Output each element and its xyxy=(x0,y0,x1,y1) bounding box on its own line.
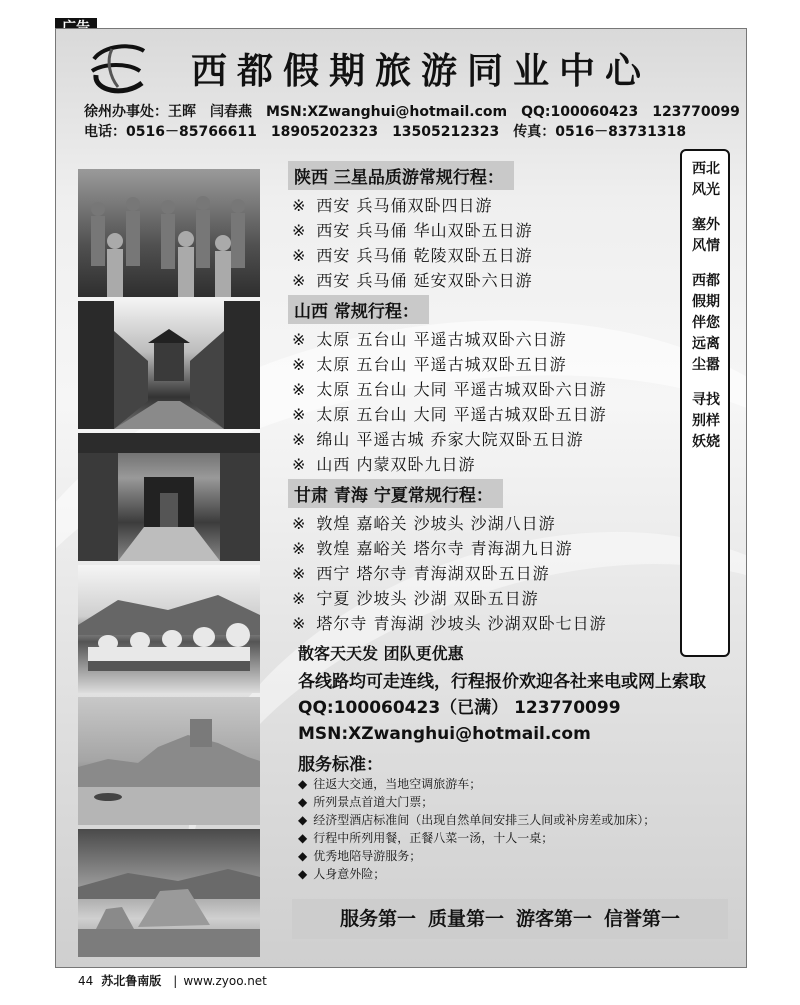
phone-number: 电话：0516－85766611 xyxy=(84,124,257,140)
service-text: 人身意外险； xyxy=(313,867,386,881)
diamond-bullet-icon: ◆ xyxy=(298,867,308,881)
photo-column xyxy=(78,169,260,961)
diamond-bullet-icon: ◆ xyxy=(298,795,308,809)
contact-line-1 xyxy=(84,101,747,121)
fax-number: 传真：0516－83731318 xyxy=(513,124,687,140)
service-item xyxy=(298,847,728,865)
route-item xyxy=(292,218,692,243)
diamond-bullet-icon: ◆ xyxy=(298,849,308,863)
vertical-slogan xyxy=(692,159,720,453)
contact-line-2 xyxy=(84,121,700,141)
slogan-item: 服务第一 xyxy=(339,908,416,930)
reference-mark-icon: ※ xyxy=(292,355,307,374)
route-item xyxy=(292,536,692,561)
route-text: 太原 五台山 大同 平遥古城双卧五日游 xyxy=(316,405,607,424)
diamond-bullet-icon: ◆ xyxy=(298,777,308,791)
route-text: 塔尔寺 青海湖 沙坡头 沙湖双卧七日游 xyxy=(316,614,607,633)
service-text: 优秀地陪导游服务； xyxy=(313,849,422,863)
route-text: 西安 兵马俑双卧四日游 xyxy=(316,196,493,215)
page-footer xyxy=(78,972,267,989)
terracotta-warriors-photo xyxy=(78,169,260,297)
reference-mark-icon: ※ xyxy=(292,564,307,583)
footer-separator: | xyxy=(173,974,178,988)
reference-mark-icon: ※ xyxy=(292,196,307,215)
region-heading: 甘肃 青海 宁夏常规行程： xyxy=(288,479,503,508)
service-text: 经济型酒店标准间（出现自然单间安排三人间或补房差或加床）； xyxy=(313,813,656,827)
route-text: 西安 兵马俑 华山双卧五日游 xyxy=(316,221,533,240)
reference-mark-icon: ※ xyxy=(292,330,307,349)
service-item xyxy=(298,793,728,811)
route-text: 宁夏 沙坡头 沙湖 双卧五日游 xyxy=(316,589,539,608)
route-text: 西宁 塔尔寺 青海湖双卧五日游 xyxy=(316,564,550,583)
route-text: 敦煌 嘉峪关 塔尔寺 青海湖九日游 xyxy=(316,539,573,558)
qq-number: QQ:100060423 xyxy=(521,104,639,120)
route-text: 西安 兵马俑 延安双卧六日游 xyxy=(316,271,533,290)
qq-line: QQ:100060423（已满） 123770099 xyxy=(298,698,621,718)
stupas-photo xyxy=(78,565,260,693)
slogan-item: 质量第一 xyxy=(427,908,504,930)
company-title: 西都假期旅游同业中心 xyxy=(191,50,652,92)
contact-person: 闫春燕 xyxy=(210,104,252,120)
reference-mark-icon: ※ xyxy=(292,271,307,290)
slogan-item: 游客第一 xyxy=(516,908,593,930)
route-item xyxy=(292,561,692,586)
route-text: 太原 五台山 平遥古城双卧五日游 xyxy=(316,355,567,374)
route-text: 西安 兵马俑 乾陵双卧五日游 xyxy=(316,246,533,265)
vertical-slogan-box xyxy=(680,149,730,657)
service-item xyxy=(298,865,728,883)
route-text: 太原 五台山 大同 平遥古城双卧六日游 xyxy=(316,380,607,399)
ancient-street-photo xyxy=(78,301,260,429)
vertical-phrase: 寻找别样妖娆 xyxy=(692,392,720,450)
service-item xyxy=(298,811,728,829)
courtyard-photo xyxy=(78,433,260,561)
promo-line: 散客天天发 团队更优惠 xyxy=(298,644,464,663)
route-item xyxy=(292,402,692,427)
info-section xyxy=(298,641,728,883)
reference-mark-icon: ※ xyxy=(292,221,307,240)
route-list xyxy=(292,159,692,636)
slogan-bar xyxy=(292,899,728,939)
route-item xyxy=(292,243,692,268)
connection-note: 各线路均可走连线，行程报价欢迎各社来电或网上索取 xyxy=(298,672,706,692)
mobile-number: 18905202323 xyxy=(270,124,379,140)
vertical-phrase: 西都假期伴您远离尘嚣 xyxy=(692,273,720,373)
route-item xyxy=(292,511,692,536)
slogan-item: 信誉第一 xyxy=(604,908,681,930)
vertical-phrase: 塞外风情 xyxy=(692,217,720,254)
route-group-gansu xyxy=(292,477,692,636)
reference-mark-icon: ※ xyxy=(292,514,307,533)
reference-mark-icon: ※ xyxy=(292,430,307,449)
route-group-shanxi xyxy=(292,293,692,477)
mobile-number-2: 13505212323 xyxy=(392,124,500,140)
route-item xyxy=(292,452,692,477)
website-url: www.zyoo.net xyxy=(183,974,267,988)
route-text: 山西 内蒙双卧九日游 xyxy=(316,455,476,474)
desert-ruins-photo xyxy=(78,697,260,825)
service-item xyxy=(298,829,728,847)
route-text: 敦煌 嘉峪关 沙坡头 沙湖八日游 xyxy=(316,514,556,533)
tombs-photo xyxy=(78,829,260,957)
msn-contact: MSN:XZwanghui@hotmail.com xyxy=(266,104,508,120)
service-text: 往返大交通，当地空调旅游车； xyxy=(313,777,482,791)
route-group-shaanxi xyxy=(292,159,692,293)
route-item xyxy=(292,327,692,352)
reference-mark-icon: ※ xyxy=(292,589,307,608)
reference-mark-icon: ※ xyxy=(292,614,307,633)
service-text: 所列景点首道大门票； xyxy=(313,795,434,809)
publication-name: 苏北鲁南版 xyxy=(101,974,162,988)
service-text: 行程中所列用餐，正餐八菜一汤，十人一桌； xyxy=(313,831,554,845)
company-logo xyxy=(84,41,150,99)
service-standard-heading: 服务标准： xyxy=(298,755,383,775)
route-item xyxy=(292,611,692,636)
route-item xyxy=(292,427,692,452)
reference-mark-icon: ※ xyxy=(292,405,307,424)
office-contact: 徐州办事处：王晖 xyxy=(84,104,196,120)
reference-mark-icon: ※ xyxy=(292,455,307,474)
region-heading: 陕西 三星品质游常规行程： xyxy=(288,161,514,190)
service-item xyxy=(298,775,728,793)
diamond-bullet-icon: ◆ xyxy=(298,831,308,845)
route-item xyxy=(292,352,692,377)
reference-mark-icon: ※ xyxy=(292,380,307,399)
page-number: 44 xyxy=(78,974,94,988)
route-text: 太原 五台山 平遥古城双卧六日游 xyxy=(316,330,567,349)
region-heading: 山西 常规行程： xyxy=(288,295,429,324)
route-item xyxy=(292,377,692,402)
reference-mark-icon: ※ xyxy=(292,246,307,265)
route-text: 绵山 平遥古城 乔家大院双卧五日游 xyxy=(316,430,584,449)
vertical-phrase: 西北风光 xyxy=(692,161,720,198)
ad-panel xyxy=(55,28,747,968)
reference-mark-icon: ※ xyxy=(292,539,307,558)
route-item xyxy=(292,586,692,611)
msn-line: MSN:XZwanghui@hotmail.com xyxy=(298,724,591,744)
diamond-bullet-icon: ◆ xyxy=(298,813,308,827)
qq-number-2: 123770099 xyxy=(652,104,740,120)
route-item xyxy=(292,193,692,218)
route-item xyxy=(292,268,692,293)
